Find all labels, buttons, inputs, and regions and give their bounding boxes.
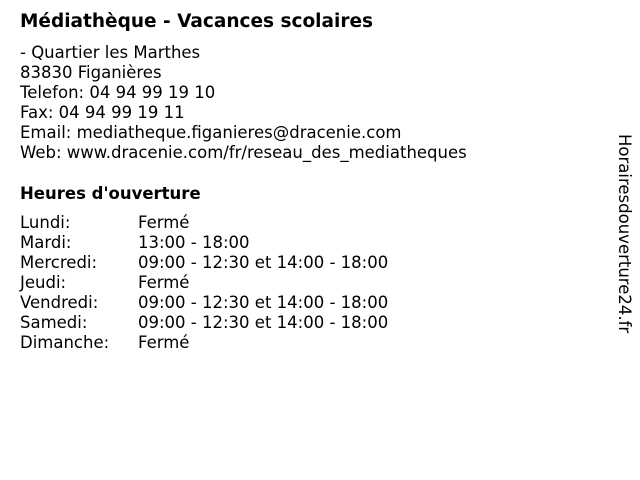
phone-number: Telefon: 04 94 99 19 10	[20, 83, 216, 102]
street-address: - Quartier les Marthes	[20, 43, 201, 62]
address-block	[20, 43, 467, 163]
day-hours: Fermé	[138, 213, 190, 232]
opening-hours-heading: Heures d'ouverture	[20, 184, 201, 203]
email-address: Email: mediatheque.figanieres@dracenie.com	[20, 123, 402, 142]
site-watermark: Horairesdouverture24.fr	[615, 134, 634, 334]
day-hours: 09:00 - 12:30 et 14:00 - 18:00	[138, 293, 389, 312]
page-title: Médiathèque - Vacances scolaires	[20, 11, 374, 32]
day-hours: Fermé	[138, 333, 190, 352]
day-label: Lundi:	[20, 213, 71, 232]
day-label: Mercredi:	[20, 253, 98, 272]
day-label: Dimanche:	[20, 333, 110, 352]
fax-number: Fax: 04 94 99 19 11	[20, 103, 185, 122]
day-label: Vendredi:	[20, 293, 99, 312]
website-url: Web: www.dracenie.com/fr/reseau_des_mediatheques	[20, 143, 467, 162]
day-hours: Fermé	[138, 273, 190, 292]
day-label: Jeudi:	[20, 273, 67, 292]
day-hours: 09:00 - 12:30 et 14:00 - 18:00	[138, 253, 389, 272]
day-hours: 09:00 - 12:30 et 14:00 - 18:00	[138, 313, 389, 332]
day-label: Samedi:	[20, 313, 88, 332]
day-label: Mardi:	[20, 233, 72, 252]
postal-city: 83830 Figanières	[20, 63, 162, 82]
day-hours: 13:00 - 18:00	[138, 233, 250, 252]
